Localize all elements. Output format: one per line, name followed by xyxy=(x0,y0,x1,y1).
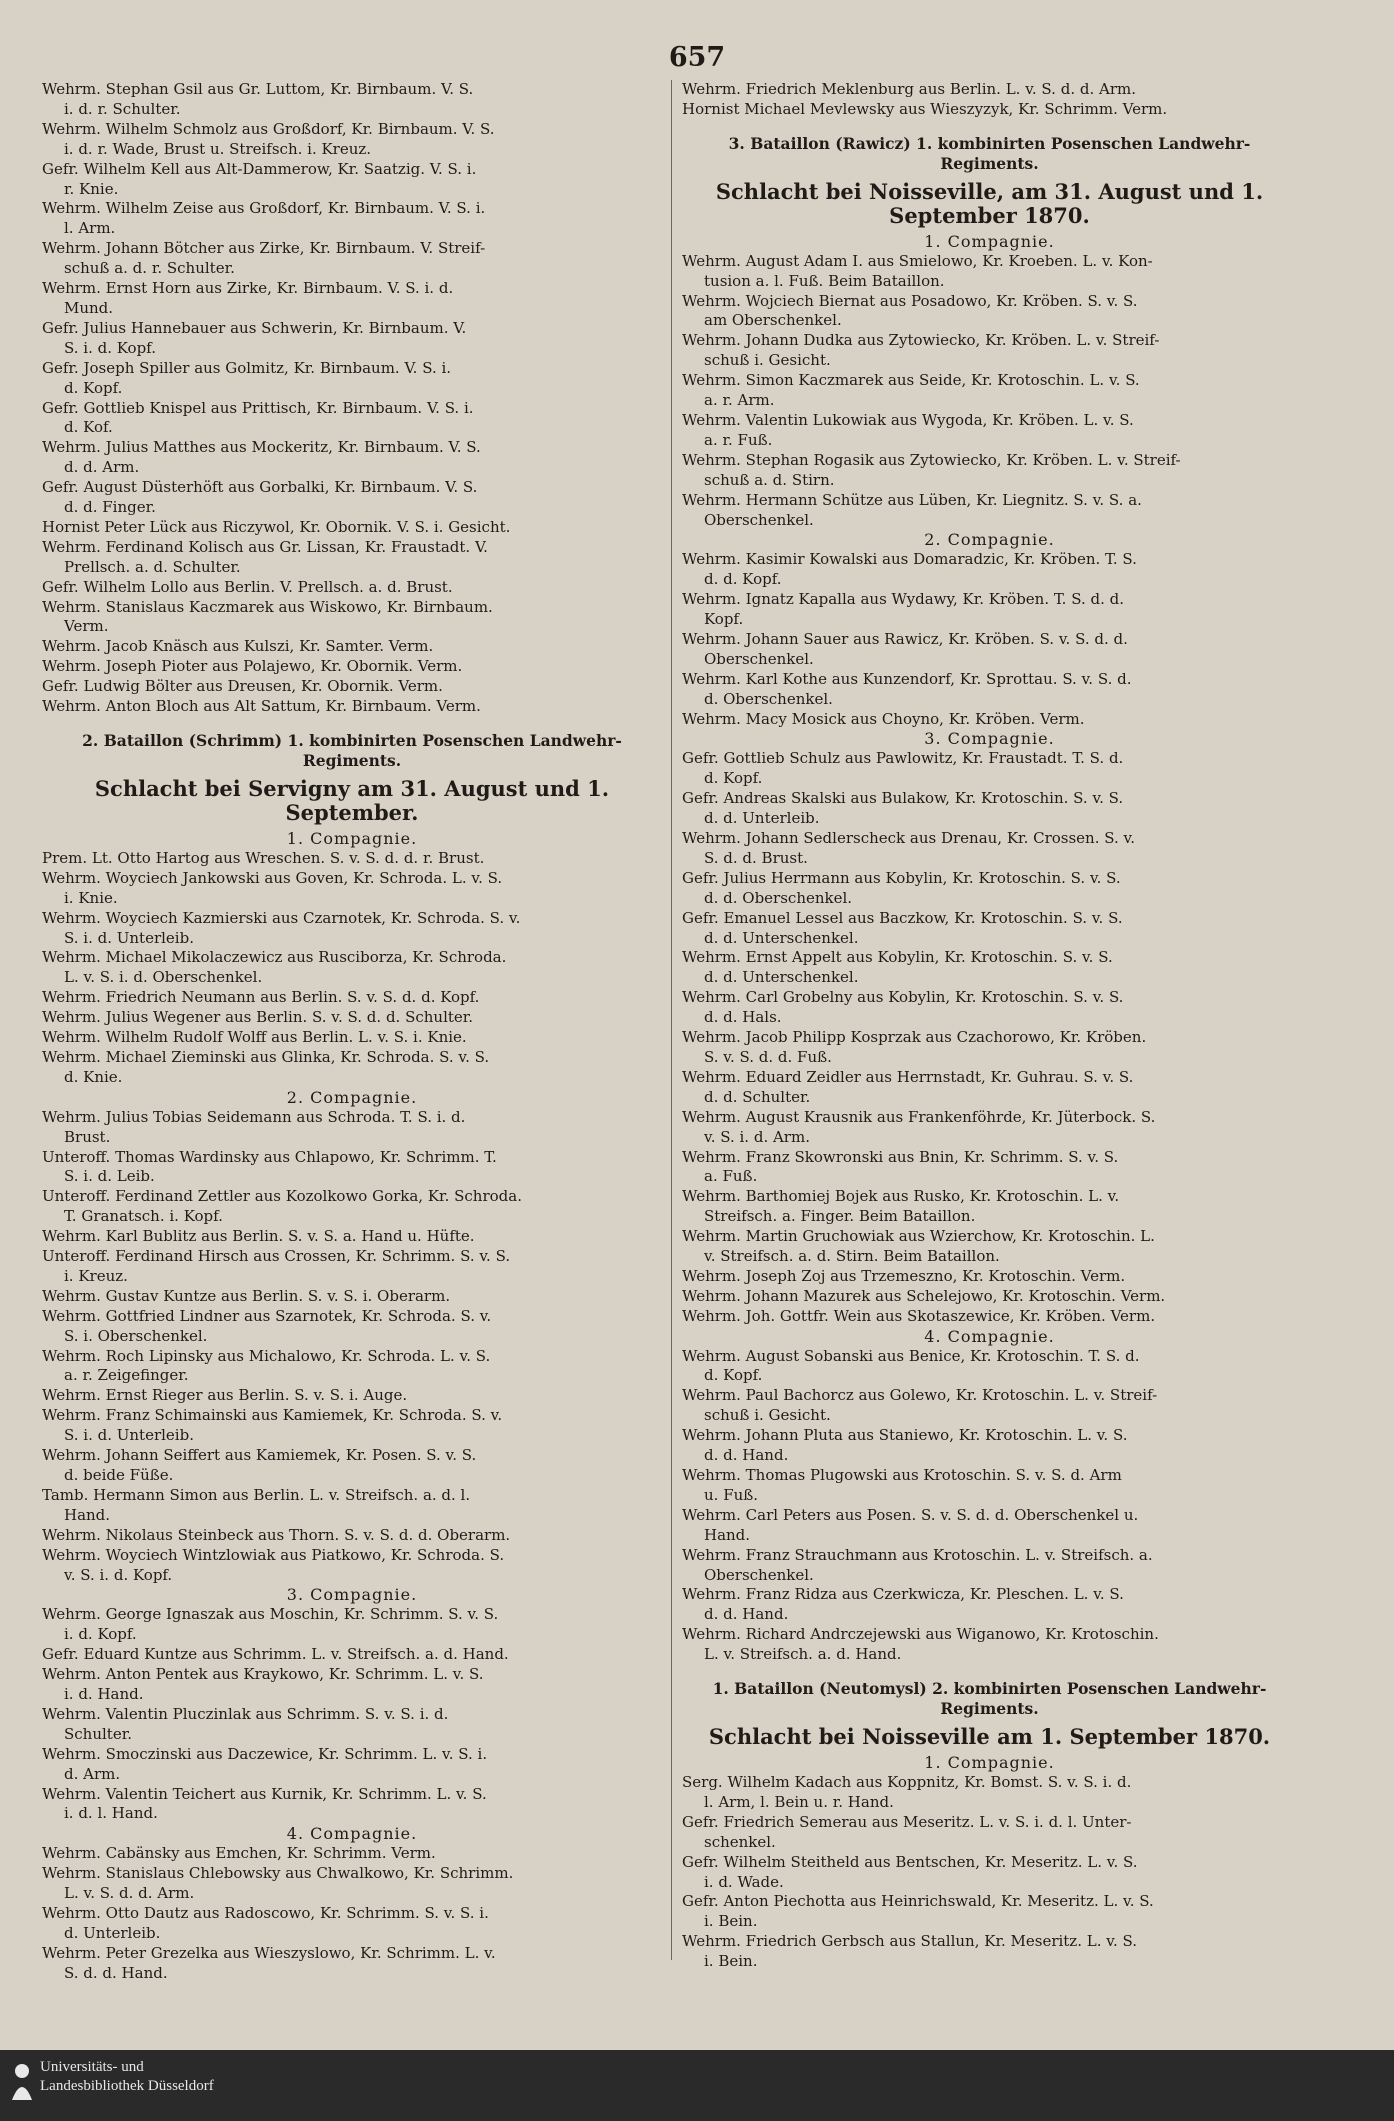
casualty-entry xyxy=(682,1585,1297,1625)
entry-text: Gefr. Joseph Spiller aus Golmitz, Kr. Birnbaum. V. S. i. xyxy=(42,358,452,377)
entry-text: Wehrm. Johann Sauer aus Rawicz, Kr. Kröben. S. v. S. d. d. xyxy=(682,629,1128,648)
entry-text: Wehrm. Valentin Teichert aus Kurnik, Kr. Schrimm. L. v. S. xyxy=(42,1784,487,1803)
company-heading: 3. Compagnie. xyxy=(286,1585,418,1605)
casualty-entry xyxy=(682,550,1297,590)
entry-text: Gefr. Andreas Skalski aus Bulakow, Kr. Krotoschin. S. v. S. xyxy=(682,789,1124,808)
entry-continuation: i. d. Wade. xyxy=(704,1872,784,1891)
entry-text: Wehrm. Smoczinski aus Daczewice, Kr. Schrimm. L. v. S. i. xyxy=(42,1744,488,1763)
casualty-entry xyxy=(682,869,1297,909)
entry-text: Wehrm. Franz Skowronski aus Bnin, Kr. Schrimm. S. v. S. xyxy=(682,1147,1119,1166)
entry-continuation: a. Fuß. xyxy=(704,1167,758,1186)
casualty-entry xyxy=(42,199,662,239)
casualty-entry xyxy=(42,538,662,578)
entry-text: Wehrm. Johann Pluta aus Staniewo, Kr. Krotoschin. L. v. S. xyxy=(682,1426,1128,1445)
entry-continuation: schenkel. xyxy=(704,1832,776,1851)
entry-continuation: d. Kopf. xyxy=(64,378,123,397)
casualty-entry xyxy=(682,1267,1297,1287)
casualty-entry xyxy=(682,80,1297,100)
entry-text: Wehrm. Paul Bachorcz aus Golewo, Kr. Krotoschin. L. v. Streif- xyxy=(682,1386,1158,1405)
company-heading: 1. Compagnie. xyxy=(924,1753,1055,1773)
entry-continuation: d. d. Unterleib. xyxy=(704,809,820,828)
casualty-entry xyxy=(682,1287,1297,1307)
entry-continuation: l. Arm, l. Bein u. r. Hand. xyxy=(704,1792,894,1811)
casualty-entry xyxy=(42,697,662,717)
entry-continuation: Oberschenkel. xyxy=(704,649,814,668)
entry-continuation: i. Kreuz. xyxy=(64,1266,128,1285)
entry-text: Wehrm. Roch Lipinsky aus Michalowo, Kr. Schroda. L. v. S. xyxy=(42,1346,491,1365)
casualty-entry xyxy=(42,1028,662,1048)
entry-text: Wehrm. Johann Seiffert aus Kamiemek, Kr. Posen. S. v. S. xyxy=(42,1446,477,1465)
entry-text: Gefr. Julius Hannebauer aus Schwerin, Kr. Birnbaum. V. xyxy=(42,318,467,337)
entry-continuation: am Oberschenkel. xyxy=(704,311,842,330)
entry-continuation: S. i. Oberschenkel. xyxy=(64,1326,208,1345)
entry-continuation: S. d. d. Brust. xyxy=(704,848,808,867)
entry-text: Wehrm. Stephan Rogasik aus Zytowiecko, Kr. Kröben. L. v. Streif- xyxy=(682,450,1181,469)
casualty-entry xyxy=(682,1546,1297,1586)
entry-text: Wehrm. Cabänsky aus Emchen, Kr. Schrimm. Verm. xyxy=(42,1844,436,1863)
right-column xyxy=(682,80,1297,1972)
entry-continuation: d. Kof. xyxy=(64,418,113,437)
casualty-entry xyxy=(42,1287,662,1307)
entry-continuation: i. d. Kopf. xyxy=(64,1625,137,1644)
casualty-entry xyxy=(682,1892,1297,1932)
entry-text: Wehrm. Anton Pentek aus Kraykowo, Kr. Schrimm. L. v. S. xyxy=(42,1665,484,1684)
entry-continuation: i. Bein. xyxy=(704,1952,758,1971)
entry-text: Wehrm. George Ignaszak aus Moschin, Kr. Schrimm. S. v. S. xyxy=(42,1605,499,1624)
casualty-entry xyxy=(42,1386,662,1406)
casualty-entry xyxy=(42,988,662,1008)
battle-heading: Schlacht bei Noisseville, am 31. August und 1. September 1870. xyxy=(715,178,1264,228)
entry-text: Wehrm. Wojciech Biernat aus Posadowo, Kr. Kröben. S. v. S. xyxy=(682,291,1138,310)
casualty-entry xyxy=(682,371,1297,411)
entry-text: Wehrm. Ferdinand Kolisch aus Gr. Lissan, Kr. Fraustadt. V. xyxy=(42,537,488,556)
entry-text: Wehrm. Woyciech Kazmierski aus Czarnotek, Kr. Schroda. S. v. xyxy=(42,908,521,927)
entry-text: Wehrm. Joseph Zoj aus Trzemeszno, Kr. Krotoschin. Verm. xyxy=(682,1266,1126,1285)
casualty-entry xyxy=(42,279,662,319)
casualty-entry xyxy=(42,1048,662,1088)
library-name-line2: Landesbibliothek Düsseldorf xyxy=(40,2078,214,2094)
casualty-entry xyxy=(42,438,662,478)
entry-continuation: schuß i. Gesicht. xyxy=(704,351,831,370)
entry-text: Wehrm. Friedrich Meklenburg aus Berlin. L. v. S. d. d. Arm. xyxy=(682,80,1136,98)
casualty-entry xyxy=(682,100,1297,120)
casualty-entry xyxy=(682,292,1297,332)
company-heading: 4. Compagnie. xyxy=(286,1824,418,1844)
entry-continuation: i. d. l. Hand. xyxy=(64,1804,158,1823)
entry-continuation: Oberschenkel. xyxy=(704,510,814,529)
company-heading: 1. Compagnie. xyxy=(286,829,418,848)
casualty-entry xyxy=(42,909,662,949)
casualty-entry xyxy=(682,1932,1297,1972)
entry-continuation: d. d. Kopf. xyxy=(704,570,782,589)
company-heading: 3. Compagnie. xyxy=(924,729,1055,749)
casualty-entry xyxy=(682,1625,1297,1665)
company-heading: 2. Compagnie. xyxy=(924,530,1055,550)
entry-continuation: d. Kopf. xyxy=(704,1366,763,1385)
entry-text: Gefr. Ludwig Bölter aus Dreusen, Kr. Obornik. Verm. xyxy=(42,677,443,696)
entry-text: Wehrm. Jacob Knäsch aus Kulszi, Kr. Samter. Verm. xyxy=(42,637,434,656)
entry-continuation: d. beide Füße. xyxy=(64,1466,174,1484)
entry-text: Wehrm. Gustav Kuntze aus Berlin. S. v. S. i. Oberarm. xyxy=(42,1286,451,1305)
entry-continuation: d. d. Oberschenkel. xyxy=(704,888,853,907)
casualty-entry xyxy=(682,491,1297,531)
casualty-entry xyxy=(682,988,1297,1028)
casualty-entry xyxy=(682,789,1297,829)
entry-continuation: d. d. Hand. xyxy=(704,1446,789,1465)
entry-text: Wehrm. August Sobanski aus Benice, Kr. Krotoschin. T. S. d. xyxy=(682,1346,1140,1365)
casualty-entry xyxy=(42,1406,662,1446)
entry-text: Prem. Lt. Otto Hartog aus Wreschen. S. v. S. d. d. r. Brust. xyxy=(42,848,485,867)
entry-continuation: Mund. xyxy=(64,298,114,317)
entry-text: Wehrm. Thomas Plugowski aus Krotoschin. S. v. S. d. Arm xyxy=(682,1466,1122,1484)
casualty-entry xyxy=(42,1108,662,1148)
casualty-entry xyxy=(682,590,1297,630)
casualty-entry xyxy=(42,319,662,359)
entry-continuation: d. d. Finger. xyxy=(64,498,156,517)
entry-text: Wehrm. Franz Strauchmann aus Krotoschin. L. v. Streifsch. a. xyxy=(682,1545,1153,1564)
entry-text: Gefr. Wilhelm Steitheld aus Bentschen, Kr. Meseritz. L. v. S. xyxy=(682,1852,1138,1871)
casualty-entry xyxy=(682,451,1297,491)
entry-continuation: d. d. Unterschenkel. xyxy=(704,928,859,947)
entry-text: Wehrm. Kasimir Kowalski aus Domaradzic, Kr. Kröben. T. S. xyxy=(682,550,1137,569)
casualty-entry xyxy=(42,657,662,677)
casualty-entry xyxy=(42,239,662,279)
battle-heading: Schlacht bei Servigny am 31. August und 1. September. xyxy=(94,776,610,825)
entry-text: Wehrm. Martin Gruchowiak aus Wzierchow, Kr. Krotoschin. L. xyxy=(682,1227,1155,1246)
entry-text: Wehrm. Franz Schimainski aus Kamiemek, Kr. Schroda. S. v. xyxy=(42,1406,503,1425)
entry-text: Wehrm. Ignatz Kapalla aus Wydawy, Kr. Kröben. T. S. d. d. xyxy=(682,590,1124,609)
entry-continuation: Kopf. xyxy=(704,610,744,629)
library-name xyxy=(40,2058,214,2096)
entry-text: Gefr. Friedrich Semerau aus Meseritz. L. v. S. i. d. l. Unter- xyxy=(682,1812,1132,1831)
left-column xyxy=(42,80,662,1984)
casualty-entry xyxy=(682,1347,1297,1387)
entry-text: Wehrm. Richard Andrczejewski aus Wiganowo, Kr. Krotoschin. xyxy=(682,1625,1159,1644)
casualty-entry xyxy=(682,670,1297,710)
casualty-entry xyxy=(682,411,1297,451)
entry-text: Wehrm. Johann Bötcher aus Zirke, Kr. Birnbaum. V. Streif- xyxy=(42,239,486,258)
casualty-entry xyxy=(42,849,662,869)
casualty-entry xyxy=(42,518,662,538)
casualty-entry xyxy=(42,869,662,909)
entry-continuation: d. d. Hand. xyxy=(704,1605,789,1624)
entry-text: Wehrm. Carl Peters aus Posen. S. v. S. d. d. Oberschenkel u. xyxy=(682,1505,1139,1524)
entry-text: Unteroff. Ferdinand Zettler aus Kozolkowo Gorka, Kr. Schroda. xyxy=(42,1187,522,1206)
entry-text: Wehrm. Johann Sedlerscheck aus Drenau, Kr. Crossen. S. v. xyxy=(682,829,1135,847)
entry-continuation: schuß a. d. Stirn. xyxy=(704,470,835,489)
entry-text: Wehrm. Michael Mikolaczewicz aus Rusciborza, Kr. Schroda. xyxy=(42,948,507,967)
casualty-entry xyxy=(42,1785,662,1825)
entry-text: Wehrm. Johann Dudka aus Zytowiecko, Kr. Kröben. L. v. Streif- xyxy=(682,331,1160,350)
casualty-entry xyxy=(682,1506,1297,1546)
casualty-entry xyxy=(42,1705,662,1745)
entry-text: Wehrm. Eduard Zeidler aus Herrnstadt, Kr. Guhrau. S. v. S. xyxy=(682,1067,1134,1086)
page-number: 657 xyxy=(668,42,726,73)
entry-text: Unteroff. Ferdinand Hirsch aus Crossen, Kr. Schrimm. S. v. S. xyxy=(42,1247,511,1266)
casualty-entry xyxy=(682,1307,1297,1327)
entry-continuation: Hand. xyxy=(704,1525,751,1544)
entry-continuation: i. Bein. xyxy=(704,1912,758,1931)
entry-text: Wehrm. Julius Tobias Seidemann aus Schroda. T. S. i. d. xyxy=(42,1107,466,1126)
casualty-entry xyxy=(42,1605,662,1645)
entry-text: Wehrm. August Adam I. aus Smielowo, Kr. Kroeben. L. v. Kon- xyxy=(682,251,1153,270)
casualty-entry xyxy=(682,948,1297,988)
company-heading: 4. Compagnie. xyxy=(924,1326,1055,1346)
entry-text: Wehrm. Julius Wegener aus Berlin. S. v. S. d. d. Schulter. xyxy=(42,1008,474,1027)
entry-continuation: Streifsch. a. Finger. Beim Bataillon. xyxy=(704,1207,976,1226)
entry-continuation: Prellsch. a. d. Schulter. xyxy=(64,557,241,576)
entry-text: Wehrm. Carl Grobelny aus Kobylin, Kr. Krotoschin. S. v. S. xyxy=(682,988,1124,1007)
entry-continuation: Schulter. xyxy=(64,1724,132,1743)
entry-text: Gefr. Gottlieb Knispel aus Prittisch, Kr. Birnbaum. V. S. i. xyxy=(42,398,474,417)
casualty-entry xyxy=(682,1148,1297,1188)
ulb-logo-icon xyxy=(8,2060,36,2100)
entry-continuation: d. d. Schulter. xyxy=(704,1087,811,1106)
entry-text: Hornist Peter Lück aus Riczywol, Kr. Obornik. V. S. i. Gesicht. xyxy=(42,517,511,536)
casualty-entry xyxy=(42,399,662,439)
casualty-entry xyxy=(42,1227,662,1247)
entry-continuation: a. r. Arm. xyxy=(704,391,775,410)
casualty-entry xyxy=(682,1068,1297,1108)
casualty-entry xyxy=(42,120,662,160)
casualty-entry xyxy=(42,1665,662,1705)
casualty-entry xyxy=(682,1466,1297,1506)
entry-text: Wehrm. Friedrich Gerbsch aus Stallun, Kr. Meseritz. L. v. S. xyxy=(682,1932,1137,1951)
entry-continuation: L. v. Streifsch. a. d. Hand. xyxy=(704,1645,902,1664)
entry-text: Gefr. Eduard Kuntze aus Schrimm. L. v. Streifsch. a. d. Hand. xyxy=(42,1645,509,1664)
entry-text: Wehrm. Stanislaus Chlebowsky aus Chwalkowo, Kr. Schrimm. xyxy=(42,1864,514,1883)
entry-continuation: Brust. xyxy=(64,1127,111,1146)
entry-text: Wehrm. Valentin Pluczinlak aus Schrimm. S. v. S. i. d. xyxy=(42,1704,449,1723)
entry-continuation: i. d. Hand. xyxy=(64,1684,144,1703)
entry-text: Unteroff. Thomas Wardinsky aus Chlapowo, Kr. Schrimm. T. xyxy=(42,1147,497,1166)
casualty-entry xyxy=(682,749,1297,789)
entry-continuation: d. d. Arm. xyxy=(64,458,140,477)
casualty-entry xyxy=(682,1108,1297,1148)
entry-text: Wehrm. Hermann Schütze aus Lüben, Kr. Liegnitz. S. v. S. a. xyxy=(682,490,1142,509)
entry-text: Wehrm. Stanislaus Kaczmarek aus Wiskowo, Kr. Birnbaum. xyxy=(42,597,493,616)
casualty-entry xyxy=(42,1526,662,1546)
casualty-entry xyxy=(42,1944,662,1984)
library-name-line1: Universitäts- und xyxy=(40,2059,144,2075)
casualty-entry xyxy=(682,1853,1297,1893)
entry-continuation: v. S. i. d. Arm. xyxy=(704,1127,810,1146)
casualty-entry xyxy=(42,948,662,988)
casualty-entry xyxy=(42,1546,662,1586)
entry-continuation: v. Streifsch. a. d. Stirn. Beim Bataillon. xyxy=(704,1247,1000,1266)
entry-text: Wehrm. Otto Dautz aus Radoscowo, Kr. Schrimm. S. v. S. i. xyxy=(42,1903,489,1922)
entry-text: Gefr. August Düsterhöft aus Gorbalki, Kr. Birnbaum. V. S. xyxy=(42,478,478,497)
entry-text: Wehrm. Nikolaus Steinbeck aus Thorn. S. v. S. d. d. Oberarm. xyxy=(42,1525,511,1544)
entry-text: Wehrm. Woyciech Jankowski aus Goven, Kr. Schroda. L. v. S. xyxy=(42,868,503,887)
entry-text: Wehrm. Wilhelm Rudolf Wolff aus Berlin. L. v. S. i. Knie. xyxy=(42,1028,467,1047)
entry-text: Wehrm. Ernst Appelt aus Kobylin, Kr. Krotoschin. S. v. S. xyxy=(682,948,1113,967)
entry-text: Hornist Michael Mevlewsky aus Wieszyzyk, Kr. Schrimm. Verm. xyxy=(682,99,1168,118)
casualty-entry xyxy=(682,1187,1297,1227)
casualty-entry xyxy=(42,1864,662,1904)
entry-continuation: schuß a. d. r. Schulter. xyxy=(64,259,235,278)
entry-continuation: v. S. i. d. Kopf. xyxy=(64,1565,173,1584)
entry-text: Serg. Wilhelm Kadach aus Koppnitz, Kr. Bomst. S. v. S. i. d. xyxy=(682,1772,1132,1791)
casualty-entry xyxy=(42,1187,662,1227)
entry-continuation: S. i. d. Leib. xyxy=(64,1167,155,1186)
entry-text: Wehrm. Wilhelm Schmolz aus Großdorf, Kr. Birnbaum. V. S. xyxy=(42,119,495,138)
casualty-entry xyxy=(42,1247,662,1287)
battalion-heading: 1. Bataillon (Neutomysl) 2. kombinirten Posenschen Landwehr-Regiments. xyxy=(712,1679,1267,1719)
casualty-entry xyxy=(682,252,1297,292)
entry-text: Wehrm. Karl Kothe aus Kunzendorf, Kr. Sprottau. S. v. S. d. xyxy=(682,669,1132,688)
entry-text: Wehrm. Johann Mazurek aus Schelejowo, Kr. Krotoschin. Verm. xyxy=(682,1286,1166,1305)
entry-text: Wehrm. Gottfried Lindner aus Szarnotek, Kr. Schroda. S. v. xyxy=(42,1306,492,1325)
casualty-entry xyxy=(682,1386,1297,1426)
entry-continuation: tusion a. l. Fuß. Beim Bataillon. xyxy=(704,271,945,290)
entry-text: Wehrm. Franz Ridza aus Czerkwicza, Kr. Pleschen. L. v. S. xyxy=(682,1585,1124,1604)
entry-continuation: d. Kopf. xyxy=(704,769,763,788)
entry-continuation: d. Knie. xyxy=(64,1067,123,1086)
casualty-entry xyxy=(42,1307,662,1347)
entry-text: Gefr. Emanuel Lessel aus Baczkow, Kr. Krotoschin. S. v. S. xyxy=(682,908,1123,927)
entry-text: Wehrm. Ernst Rieger aus Berlin. S. v. S. i. Auge. xyxy=(42,1386,408,1405)
company-heading: 2. Compagnie. xyxy=(286,1087,418,1107)
entry-continuation: S. v. S. d. d. Fuß. xyxy=(704,1047,832,1066)
entry-text: Wehrm. Julius Matthes aus Mockeritz, Kr. Birnbaum. V. S. xyxy=(42,438,481,457)
entry-continuation: S. i. d. Kopf. xyxy=(64,338,156,357)
entry-continuation: Hand. xyxy=(64,1505,111,1524)
casualty-entry xyxy=(682,331,1297,371)
casualty-entry xyxy=(682,829,1297,869)
casualty-entry xyxy=(42,359,662,399)
casualty-entry xyxy=(42,598,662,638)
entry-continuation: d. d. Unterschenkel. xyxy=(704,968,859,987)
entry-text: Gefr. Wilhelm Kell aus Alt-Dammerow, Kr. Saatzig. V. S. i. xyxy=(42,159,477,178)
entry-text: Wehrm. Valentin Lukowiak aus Wygoda, Kr. Kröben. L. v. S. xyxy=(682,410,1134,429)
entry-text: Wehrm. Karl Bublitz aus Berlin. S. v. S. a. Hand u. Hüfte. xyxy=(42,1227,475,1246)
entry-continuation: d. Arm. xyxy=(64,1764,121,1783)
entry-text: Wehrm. Macy Mosick aus Choyno, Kr. Kröben. Verm. xyxy=(682,709,1085,728)
casualty-entry xyxy=(42,160,662,200)
casualty-entry xyxy=(682,909,1297,949)
entry-continuation: d. Unterleib. xyxy=(64,1923,161,1942)
company-heading: 1. Compagnie. xyxy=(924,231,1055,251)
casualty-entry xyxy=(42,1745,662,1785)
battle-heading: Schlacht bei Noisseville am 1. September 1870. xyxy=(708,1724,1271,1750)
entry-text: Wehrm. Friedrich Neumann aus Berlin. S. v. S. d. d. Kopf. xyxy=(42,988,480,1007)
entry-continuation: T. Granatsch. i. Kopf. xyxy=(64,1207,223,1226)
entry-text: Gefr. Anton Piechotta aus Heinrichswald, Kr. Meseritz. L. v. S. xyxy=(682,1892,1154,1911)
casualty-entry xyxy=(42,637,662,657)
entry-continuation: d. Oberschenkel. xyxy=(704,689,833,708)
entry-continuation: a. r. Fuß. xyxy=(704,430,773,449)
entry-text: Wehrm. Simon Kaczmarek aus Seide, Kr. Krotoschin. L. v. S. xyxy=(682,371,1140,390)
entry-text: Gefr. Wilhelm Lollo aus Berlin. V. Prellsch. a. d. Brust. xyxy=(42,577,453,596)
casualty-entry xyxy=(682,1227,1297,1267)
entry-text: Wehrm. Ernst Horn aus Zirke, Kr. Birnbaum. V. S. i. d. xyxy=(42,279,454,298)
battalion-heading: 3. Bataillon (Rawicz) 1. kombinirten Posenschen Landwehr-Regiments. xyxy=(728,133,1251,173)
entry-text: Gefr. Gottlieb Schulz aus Pawlowitz, Kr. Fraustadt. T. S. d. xyxy=(682,749,1124,768)
entry-continuation: i. d. r. Schulter. xyxy=(64,99,181,118)
casualty-entry xyxy=(42,1446,662,1486)
casualty-entry xyxy=(682,1813,1297,1853)
entry-continuation: i. Knie. xyxy=(64,888,118,907)
entry-text: Wehrm. Wilhelm Zeise aus Großdorf, Kr. Birnbaum. V. S. i. xyxy=(42,199,486,218)
casualty-entry xyxy=(682,1426,1297,1466)
casualty-entry xyxy=(42,1645,662,1665)
entry-continuation: Oberschenkel. xyxy=(704,1565,814,1584)
entry-continuation: l. Arm. xyxy=(64,219,116,238)
entry-text: Wehrm. Stephan Gsil aus Gr. Luttom, Kr. Birnbaum. V. S. xyxy=(42,80,474,98)
casualty-entry xyxy=(42,677,662,697)
casualty-entry xyxy=(42,478,662,518)
entry-continuation: S. d. d. Hand. xyxy=(64,1963,168,1982)
entry-continuation: L. v. S. i. d. Oberschenkel. xyxy=(64,968,263,987)
entry-text: Wehrm. Jacob Philipp Kosprzak aus Czachorowo, Kr. Kröben. xyxy=(682,1028,1147,1047)
entry-continuation: L. v. S. d. d. Arm. xyxy=(64,1884,195,1903)
entry-continuation: S. i. d. Unterleib. xyxy=(64,928,194,947)
entry-continuation: a. r. Zeigefinger. xyxy=(64,1366,189,1385)
entry-text: Wehrm. Anton Bloch aus Alt Sattum, Kr. Birnbaum. Verm. xyxy=(42,697,481,716)
casualty-entry xyxy=(42,1486,662,1526)
column-divider xyxy=(671,80,672,1960)
entry-continuation: S. i. d. Unterleib. xyxy=(64,1426,194,1445)
entry-text: Wehrm. Barthomiej Bojek aus Rusko, Kr. Krotoschin. L. v. xyxy=(682,1187,1120,1206)
casualty-entry xyxy=(42,1844,662,1864)
entry-text: Tamb. Hermann Simon aus Berlin. L. v. Streifsch. a. d. l. xyxy=(42,1485,471,1504)
casualty-entry xyxy=(42,1008,662,1028)
casualty-entry xyxy=(42,80,662,120)
entry-text: Gefr. Julius Herrmann aus Kobylin, Kr. Krotoschin. S. v. S. xyxy=(682,868,1121,887)
entry-continuation: u. Fuß. xyxy=(704,1485,759,1504)
entry-continuation: d. d. Hals. xyxy=(704,1008,782,1027)
casualty-entry xyxy=(42,578,662,598)
entry-continuation: Verm. xyxy=(64,617,109,636)
casualty-entry xyxy=(682,1773,1297,1813)
casualty-entry xyxy=(42,1148,662,1188)
entry-text: Wehrm. Woyciech Wintzlowiak aus Piatkowo, Kr. Schroda. S. xyxy=(42,1545,505,1564)
casualty-entry xyxy=(682,710,1297,730)
casualty-entry xyxy=(682,630,1297,670)
entry-continuation: r. Knie. xyxy=(64,179,119,198)
entry-text: Wehrm. Joh. Gottfr. Wein aus Skotaszewice, Kr. Kröben. Verm. xyxy=(682,1306,1156,1325)
entry-continuation: i. d. r. Wade, Brust u. Streifsch. i. Kreuz. xyxy=(64,139,372,158)
casualty-entry xyxy=(42,1347,662,1387)
casualty-entry xyxy=(682,1028,1297,1068)
casualty-entry xyxy=(42,1904,662,1944)
entry-text: Wehrm. August Krausnik aus Frankenföhrde, Kr. Jüterbock. S. xyxy=(682,1107,1156,1126)
library-footer xyxy=(0,2050,1394,2121)
entry-text: Wehrm. Joseph Pioter aus Polajewo, Kr. Obornik. Verm. xyxy=(42,657,463,676)
entry-text: Wehrm. Michael Zieminski aus Glinka, Kr. Schroda. S. v. S. xyxy=(42,1047,490,1066)
entry-text: Wehrm. Peter Grezelka aus Wieszyslowo, Kr. Schrimm. L. v. xyxy=(42,1943,496,1962)
entry-continuation: schuß i. Gesicht. xyxy=(704,1406,831,1425)
battalion-heading: 2. Bataillon (Schrimm) 1. kombinirten Posenschen Landwehr-Regiments. xyxy=(82,731,622,770)
